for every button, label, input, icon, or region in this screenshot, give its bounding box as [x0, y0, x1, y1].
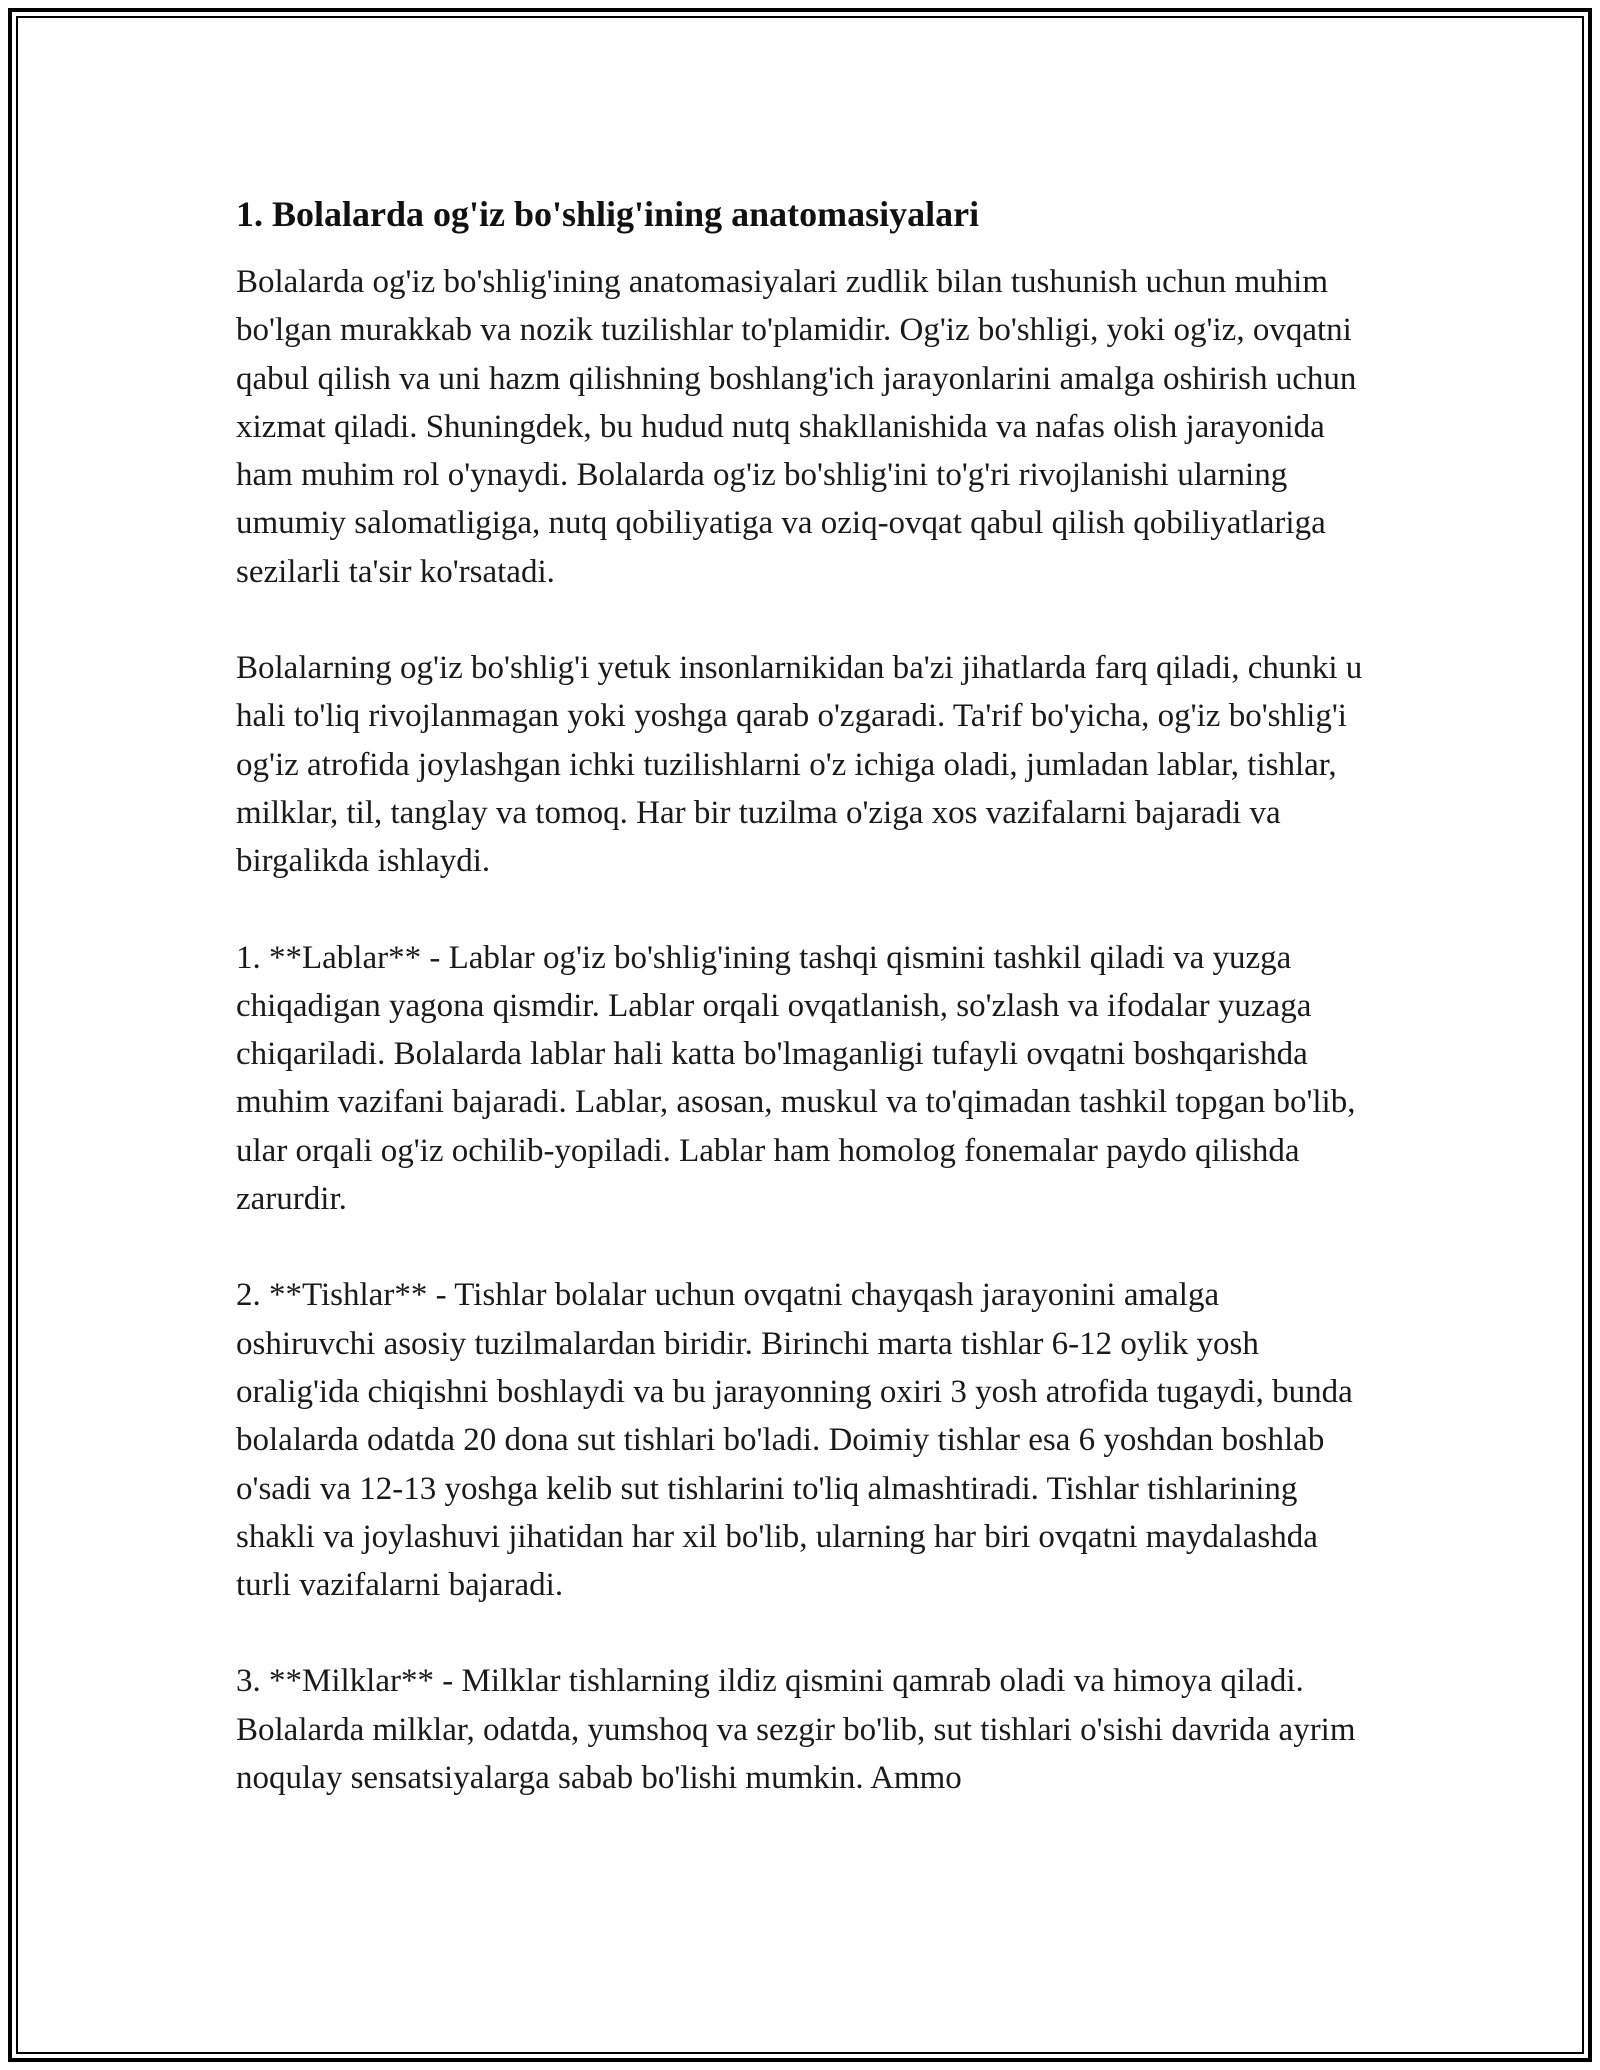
document-body — [236, 190, 1364, 1850]
paragraph-intro: Bolalarda og'iz bo'shlig'ining anatomasiyalari zudlik bilan tushunish uchun muhim bo'lgan murakkab va nozik tuzilishlar to'plamidir. Og'iz bo'shligi, yoki og'iz, ovqatni qabul qilish va uni hazm qilishning boshlang'ich jarayonlarini amalga oshirish uchun xizmat qiladi. Shuningdek, bu hudud nutq shakllanishida va nafas olish jarayonida ham muhim rol o'ynaydi. Bolalarda og'iz bo'shlig'ini to'g'ri rivojlanishi ularning umumiy salomatligiga, nutq qobiliyatiga va oziq-ovqat qabul qilish qobiliyatlariga sezilarli ta'sir ko'rsatadi. — [236, 264, 1357, 590]
paragraph-lips: 1. **Lablar** - Lablar og'iz bo'shlig'ining tashqi qismini tashkil qiladi va yuzga chiqadigan yagona qismdir. Lablar orqali ovqatlanish, so'zlash va ifodalar yuzaga chiqariladi. Bolalarda lablar hali katta bo'lmaganligi tufayli ovqatni boshqarishda muhim vazifani bajaradi. Lablar, asosan, muskul va to'qimadan tashkil topgan bo'lib, ular orqali og'iz ochilib-yopiladi. Lablar ham homolog fonemalar paydo qilishda zarurdir. — [236, 939, 1356, 1218]
section-heading: 1. Bolalarda og'iz bo'shlig'ining anatomasiyalari — [236, 194, 980, 234]
paragraph-teeth: 2. **Tishlar** - Tishlar bolalar uchun ovqatni chayqash jarayonini amalga oshiruvchi asosiy tuzilmalardan biridir. Birinchi marta tishlar 6-12 oylik yosh oralig'ida chiqishni boshlaydi va bu jarayonning oxiri 3 yosh atrofida tugaydi, bunda bolalarda odatda 20 dona sut tishlari bo'ladi. Doimiy tishlar esa 6 yoshdan boshlab o'sadi va 12-13 yoshga kelib sut tishlarini to'liq almashtiradi. Tishlar tishlarining shakli va joylashuvi jihatidan har xil bo'lib, ularning har biri ovqatni maydalashda turli vazifalarni bajaradi. — [236, 1277, 1353, 1604]
paragraph-overview: Bolalarning og'iz bo'shlig'i yetuk insonlarnikidan ba'zi jihatlarda farq qiladi, chunki u hali to'liq rivojlanmagan yoki yoshga qarab o'zgaradi. Ta'rif bo'yicha, og'iz bo'shlig'i og'iz atrofida joylashgan ichki tuzilishlarni o'z ichiga oladi, jumladan lablar, tishlar, milklar, til, tanglay va tomoq. Har bir tuzilma o'ziga xos vazifalarni bajaradi va birgalikda ishlaydi. — [236, 650, 1363, 880]
paragraph-gums: 3. **Milklar** - Milklar tishlarning ildiz qismini qamrab oladi va himoya qiladi. Bolalarda milklar, odatda, yumshoq va sezgir bo'lib, sut tishlari o'sishi davrida ayrim noqulay sensatsiyalarga sabab bo'lishi mumkin. Ammo — [236, 1663, 1356, 1797]
